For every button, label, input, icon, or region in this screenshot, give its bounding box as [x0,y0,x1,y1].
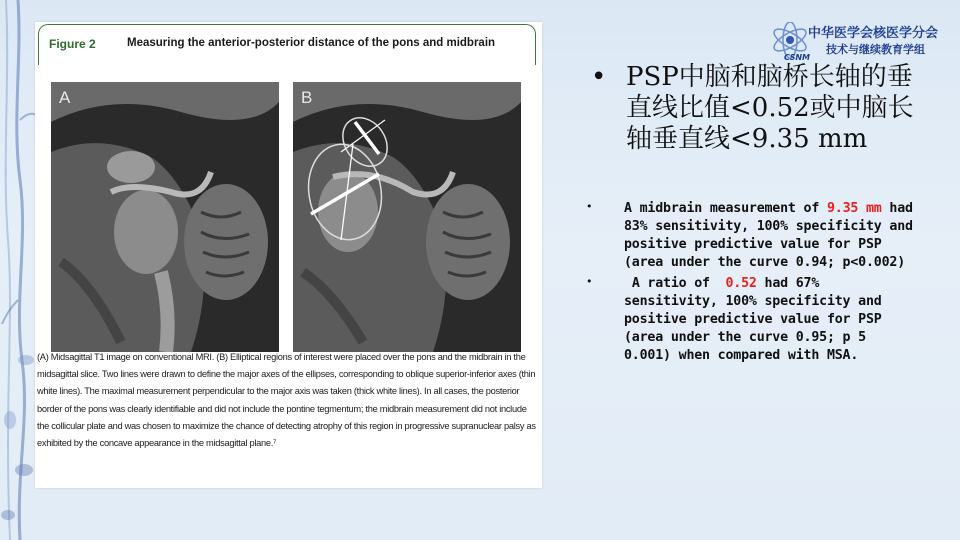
sub-bullet-text-before: A ratio of [624,276,726,291]
sub-bullet-item [586,275,916,365]
decorative-branch-left [0,0,40,540]
sub-bullet-item [586,200,916,272]
sub-bullet-dot: • [586,200,593,213]
figure-card [35,22,542,488]
logo-dept-name: 技术与继续教育学组 [826,43,925,56]
main-bullet [593,62,923,155]
panel-a-label: A [59,88,71,107]
figure-number: Figure 2 [49,37,96,51]
mri-panel-b [293,82,521,352]
csnm-logo-icon [768,22,812,62]
svg-text:CSNM: CSNM [784,53,811,62]
logo-org-name: 中华医学会核医学分会 [808,26,939,41]
mri-image-a [51,82,279,352]
sub-bullet-dot: • [586,275,593,288]
main-bullet-text: PSP中脑和脑桥长轴的垂直线比值<0.52或中脑长轴垂直线<9.35 mm [626,62,914,154]
figure-title: Measuring the anterior-posterior distance of the pons and midbrain [127,37,496,49]
sub-bullet-text-after: had 67% sensitivity, 100% specificity and positive predictive value for PSP (area under the curve 0.95; p 5 0.001) when compared with MSA. [624,276,882,363]
mri-panel-a [51,82,279,352]
sub-bullet-text-before: A midbrain measurement of [624,201,827,216]
ratio-threshold-highlight: 0.52 [725,276,757,291]
sub-bullet-text [624,275,916,365]
sub-bullet-list [586,200,916,368]
midbrain-threshold-highlight: 9.35 mm [826,201,882,216]
sub-bullet-text [624,200,916,272]
figure-caption: (A) Midsagittal T1 image on conventional MRI. (B) Elliptical regions of interest were placed over the pons and the midbrain in the midsagittal slice. Two lines were drawn to define the major axes of the ellipses, corresponding to oblique superior-inferior axes (thin white lines). The maximal measurement perpendicular to the major axis was taken (thick white lines). In all cases, the posterior border of the pons was clearly identifiable and did not include the pontine tegmentum; the midbrain measurement did not include the collicular plate and was chosen to maximize the chance of detecting atrophy of this region in progressive supranuclear palsy as exhibited by the concave appearance in the midsagittal plane.⁷ [37,352,536,449]
mri-image-b [293,82,521,352]
panel-b-label: B [301,88,313,107]
sub-bullet-text-after: had 83% sensitivity, 100% specificity and positive predictive value for PSP (area under the curve 0.94; p<0.002) [624,201,913,270]
main-bullet-dot: • [591,62,607,92]
